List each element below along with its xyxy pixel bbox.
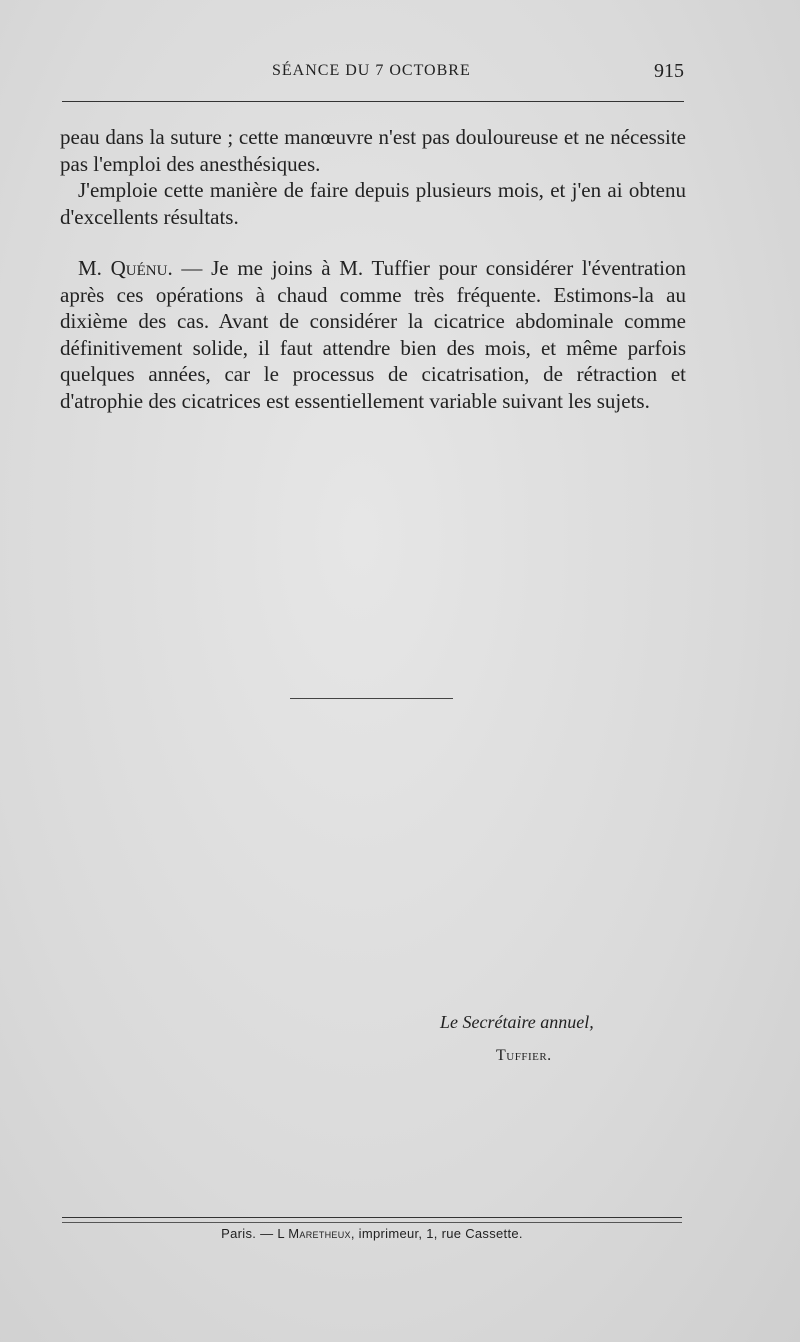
speaker-name: M. Quénu.	[78, 256, 173, 280]
paragraph-quenu	[60, 255, 686, 414]
page-number: 915	[654, 60, 684, 82]
printer-imprint	[62, 1226, 682, 1241]
imprint-printer-name: Maretheux	[288, 1226, 351, 1241]
running-head	[62, 60, 684, 90]
paragraph-method: J'emploie cette manière de faire depuis plusieurs mois, et j'en ai obtenu d'excellents résultats.	[60, 178, 686, 229]
footer-rule	[62, 1217, 682, 1218]
footer-rule-thin	[62, 1222, 682, 1223]
section-separator	[290, 698, 453, 699]
imprint-prefix: Paris. — L	[221, 1226, 289, 1241]
signature-title: Le Secrétaire annuel,	[440, 1012, 594, 1032]
header-rule	[62, 101, 684, 102]
running-title: SÉANCE DU 7 OCTOBRE	[272, 62, 471, 79]
speaker-remarks: — Je me joins à M. Tuffier pour considérer l'éventration après ces opérations à chaud comme très fréquente. Estimons-la au dixième des cas. Avant de considérer la cicatrice abdominale comme définitivement solide, il faut attendre bien des mois, et même parfois quelques années, car le processus de cicatrisation, de rétraction et d'atrophie des cicatrices est essentiellement variable suivant les sujets.	[60, 256, 687, 413]
imprint-address: , imprimeur, 1, rue Cassette.	[350, 1226, 523, 1241]
paragraph-continuation: peau dans la suture ; cette manœuvre n'est pas douloureuse et ne nécessite pas l'emploi des anesthésiques.	[60, 125, 686, 176]
signature-name: Tuffier.	[496, 1047, 552, 1064]
body-text	[60, 124, 686, 414]
